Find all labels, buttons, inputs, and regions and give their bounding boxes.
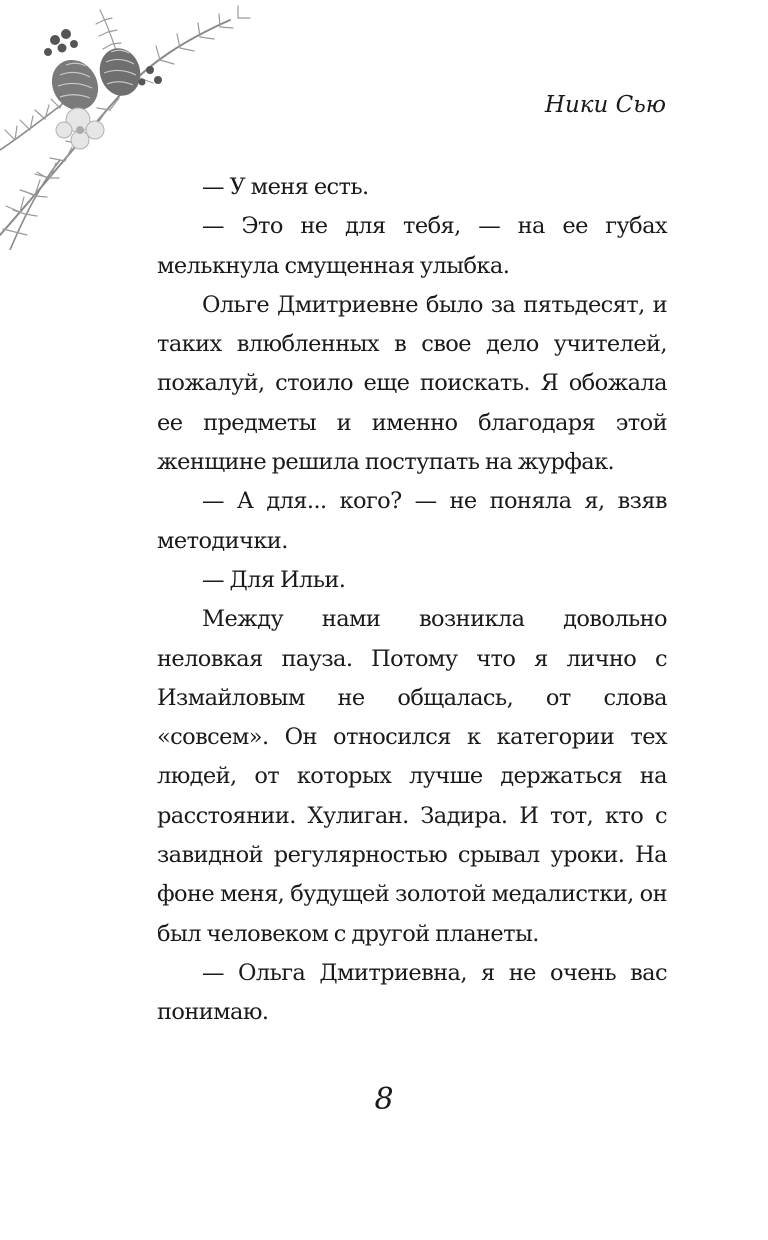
paragraph: — Ольга Дмитриевна, я не очень вас понимаю. — [157, 959, 667, 1026]
paragraph: Ольге Дмитриевне было за пятьдесят, и таких влюбленных в свое дело учителей, пожалуй, стоило еще поискать. Я обожала ее предметы и именно благодаря этой женщине решила поступать на журфак. — [157, 291, 667, 476]
body-text — [157, 168, 667, 1033]
paragraph: — А для... кого? — не поняла я, взяв методички. — [157, 488, 667, 554]
paragraph: — У меня есть. — [202, 174, 369, 200]
page-number: 8 — [374, 1082, 394, 1117]
paragraph: — Для Ильи. — [202, 566, 346, 593]
paragraph: — Это не для тебя, — на ее губах мелькнула смущенная улыбка. — [157, 213, 667, 279]
paragraph: Между нами возникла довольно неловкая пауза. Потому что я лично с Измайловым не общалась, от слова «совсем». Он относился к категории тех людей, от которых лучше держаться на расстоянии. Хулиган. Задира. И тот, кто с завидной регулярностью срывал уроки. На фоне меня, будущей золотой медалистки, он был человеком с другой планеты. — [157, 606, 667, 947]
flower-icon — [56, 108, 104, 149]
running-head-author: Ники Сью — [544, 92, 666, 118]
